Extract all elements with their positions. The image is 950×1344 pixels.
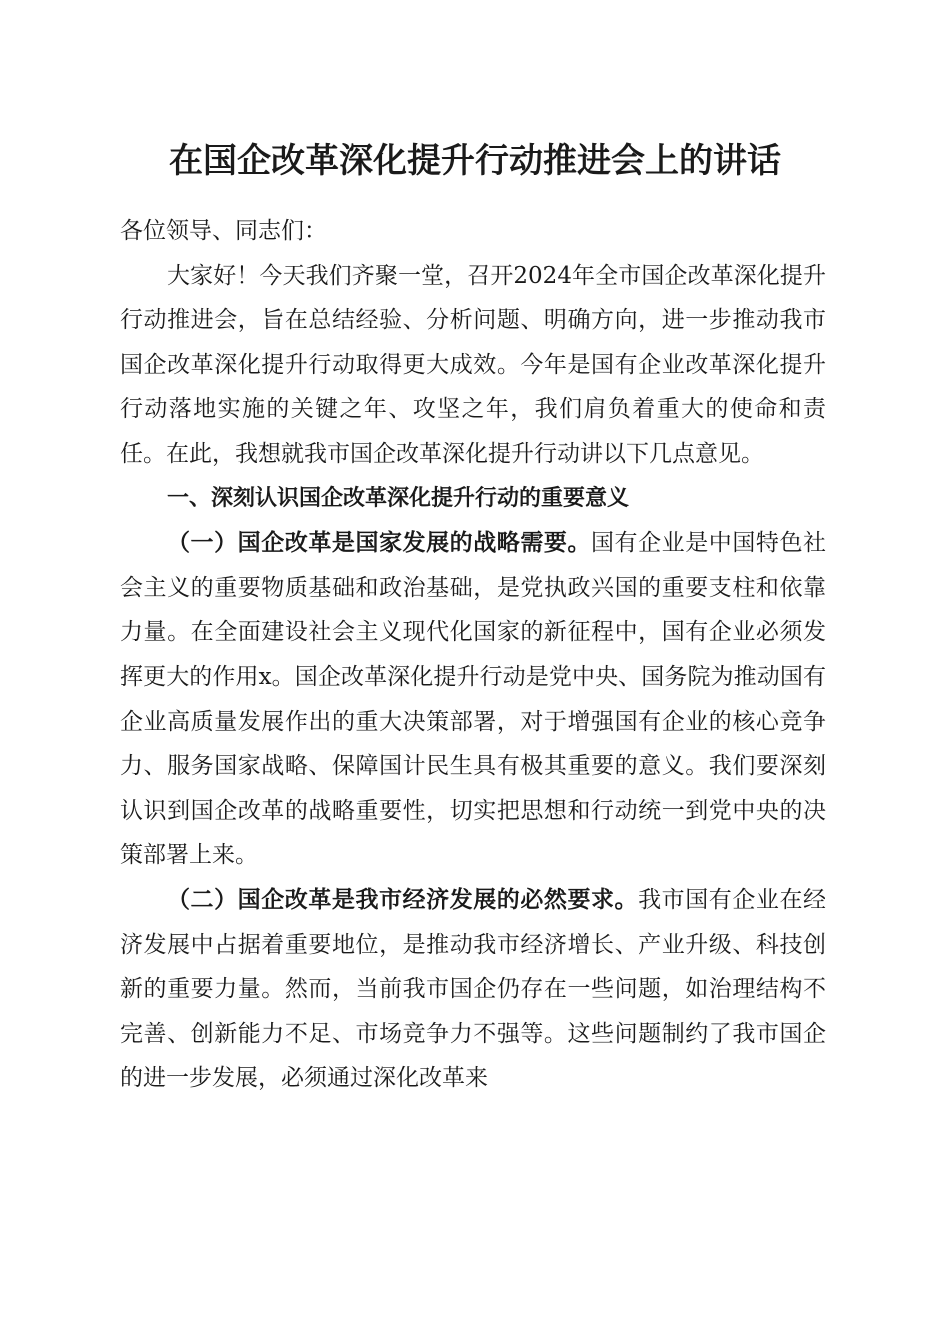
point-paragraph	[120, 521, 826, 878]
point-text: 我市国有企业在经济发展中占据着重要地位，是推动我市经济增长、产业升级、科技创新的重要力量。然而，当前我市国企仍存在一些问题，如治理结构不完善、创新能力不足、市场竞争力不强等。这些问题制约了我市国企的进一步发展，必须通过深化改革来	[120, 886, 827, 1092]
point-lead: （一）国企改革是国家发展的战略需要。	[167, 529, 591, 557]
section-heading: 一、深刻认识国企改革深化提升行动的重要意义	[167, 485, 630, 511]
intro-paragraph: 大家好！今天我们齐聚一堂，召开2024年全市国企改革深化提升行动推进会，旨在总结经验、分析问题、明确方向，进一步推动我市国企改革深化提升行动取得更大成效。今年是国有企业改革深化提升行动落地实施的关键之年、攻坚之年，我们肩负着重大的使命和责任。在此，我想就我市国企改革深化提升行动讲以下几点意见。	[120, 262, 826, 467]
document-body	[120, 209, 826, 1101]
point-paragraph	[120, 878, 826, 1101]
point-lead: （二）国企改革是我市经济发展的必然要求。	[167, 885, 639, 913]
point-text: 国有企业是中国特色社会主义的重要物质基础和政治基础，是党执政兴国的重要支柱和依靠力量。在全面建设社会主义现代化国家的新征程中，国有企业必须发挥更大的作用x。国企改革深化提升行动是党中央、国务院为推动国有企业高质量发展作出的重大决策部署，对于增强国有企业的核心竞争力、服务国家战略、保障国计民生具有极其重要的意义。我们要深刻认识到国企改革的战略重要性，切实把思想和行动统一到党中央的决策部署上来。	[120, 530, 827, 869]
salutation: 各位领导、同志们：	[120, 218, 327, 244]
document-title: 在国企改革深化提升行动推进会上的讲话	[169, 141, 781, 181]
